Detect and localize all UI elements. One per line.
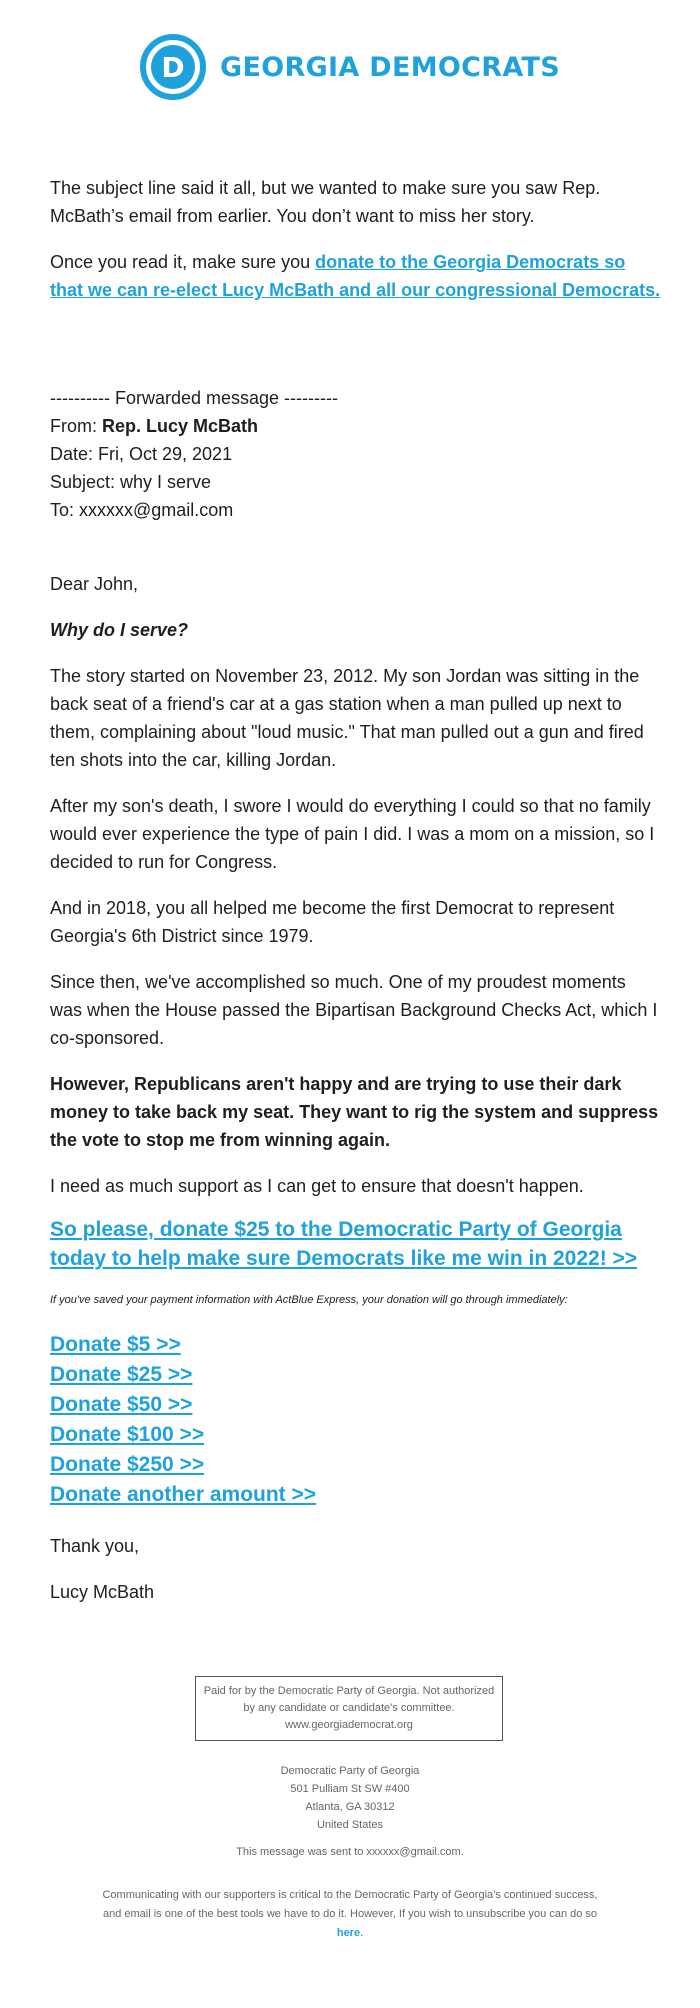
donate-100-link[interactable]: Donate $100 >> — [50, 1423, 205, 1446]
forwarded-to: To: xxxxxx@gmail.com — [50, 500, 234, 520]
closing: Thank you, — [50, 1536, 140, 1556]
intro-donate-paragraph — [50, 248, 662, 304]
donate-50-link[interactable]: Donate $50 >> — [50, 1393, 193, 1416]
story-paragraph: The story started on November 23, 2012. My son Jordan was sitting in the back seat of a friend's car at a gas station when a man pulled up next to them, complaining about "loud music." That man pulled out a gun and fired ten shots into the car, killing Jordan. — [50, 666, 644, 770]
website-text: www.georgiademocrat.org — [285, 1719, 413, 1731]
unsubscribe-text: Communicating with our supporters is critical to the Democratic Party of Georgia’s continued success, and email is one of the best tools we have to do it. However, If you wish to unsubscribe you can do so — [102, 1889, 598, 1920]
forwarded-message-block — [50, 384, 662, 524]
actblue-note: If you've saved your payment information with ActBlue Express, your donation will go through immediately: — [50, 1294, 568, 1306]
mission-paragraph: After my son's death, I swore I would do everything I could so that no family would ever experience the type of pain I did. I was a mom on a mission, so I decided to run for Congress. — [50, 796, 655, 872]
donate-25-cta-link[interactable]: So please, donate $25 to the Democratic Party of Georgia today to help make sure Democrats like me win in 2022! >> — [50, 1218, 638, 1270]
intro-donate-prefix: Once you read it, make sure you — [50, 252, 316, 272]
forwarded-from-name: Rep. Lucy McBath — [102, 416, 259, 436]
paid-for-disclaimer — [195, 1676, 503, 1741]
donate-250-link[interactable]: Donate $250 >> — [50, 1453, 205, 1476]
paid-for-text: Paid for by the Democratic Party of Georgia. Not authorized by any candidate or candidate's committee. — [203, 1685, 495, 1714]
donate-5-link[interactable]: Donate $5 >> — [50, 1333, 181, 1356]
republicans-paragraph: However, Republicans aren't happy and are trying to use their dark money to take back my seat. They want to rig the system and suppress the vote to stop me from winning again. — [50, 1074, 659, 1150]
donation-links — [50, 1330, 662, 1510]
donate-other-amount-link[interactable]: Donate another amount >> — [50, 1483, 317, 1506]
svg-text:D: D — [161, 51, 185, 84]
brand-name: GEORGIA DEMOCRATS — [220, 51, 560, 83]
address-country: United States — [316, 1819, 384, 1831]
forwarded-subject: Subject: why I serve — [50, 472, 212, 492]
why-heading: Why do I serve? — [50, 620, 189, 640]
forwarded-from: From: Rep. Lucy McBath — [50, 416, 259, 436]
intro-donate-link[interactable]: donate to the Georgia Democrats so that we can re-elect Lucy McBath and all our congressional Democrats. — [50, 252, 661, 300]
georgia-democrats-logo-icon — [140, 34, 206, 100]
accomplishments-paragraph: Since then, we've accomplished so much. One of my proudest moments was when the House passed the Bipartisan Background Checks Act, which I co-sponsored. — [50, 972, 658, 1048]
donate-25-link[interactable]: Donate $25 >> — [50, 1363, 193, 1386]
support-paragraph: I need as much support as I can get to ensure that doesn't happen. — [50, 1176, 584, 1196]
greeting: Dear John, — [50, 574, 139, 594]
sent-to-notice: This message was sent to xxxxxx@gmail.com. — [236, 1846, 464, 1858]
header-logo[interactable] — [0, 34, 700, 100]
address-street: 501 Pulliam St SW #400 — [290, 1783, 410, 1795]
mailing-address — [0, 1762, 700, 1834]
unsubscribe-notice: Communicating with our supporters is critical to the Democratic Party of Georgia’s continued success, and email is one of the best tools we have to do it. However, If you wish to unsubscribe you can do so here. — [102, 1889, 598, 1939]
forwarded-date: Date: Fri, Oct 29, 2021 — [50, 444, 233, 464]
address-org: Democratic Party of Georgia — [280, 1765, 420, 1777]
address-city: Atlanta, GA 30312 — [305, 1801, 395, 1813]
intro-paragraph: The subject line said it all, but we wanted to make sure you saw Rep. McBath’s email from earlier. You don’t want to miss her story. — [50, 178, 601, 226]
unsubscribe-link[interactable]: here — [336, 1927, 361, 1939]
election-paragraph: And in 2018, you all helped me become the first Democrat to represent Georgia's 6th District since 1979. — [50, 898, 615, 946]
signature: Lucy McBath — [50, 1582, 155, 1602]
forwarded-header: ---------- Forwarded message --------- — [50, 388, 338, 408]
cta-block — [50, 1215, 662, 1273]
